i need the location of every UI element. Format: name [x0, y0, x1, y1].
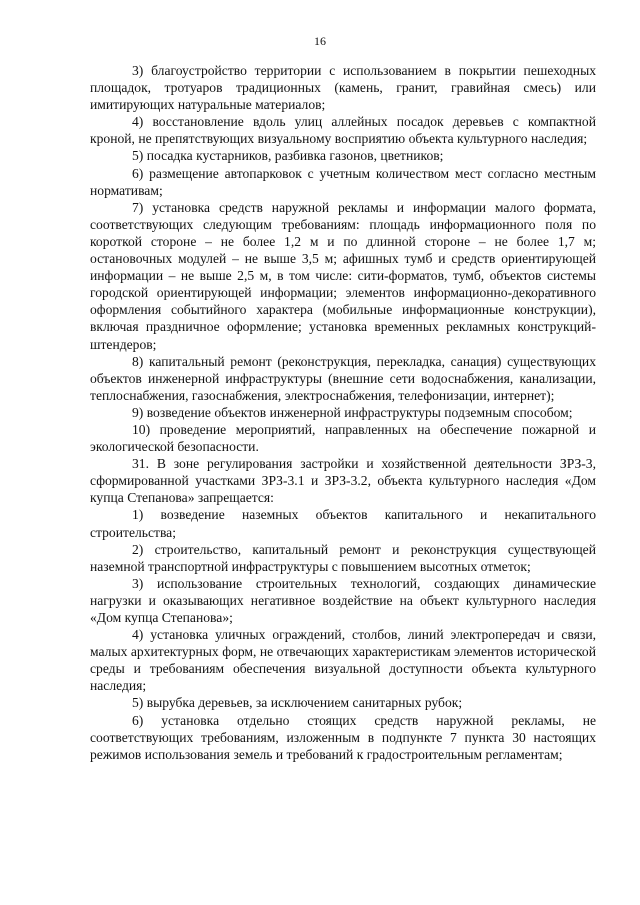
paragraph-item-7-advertising: 7) установка средств наружной рекламы и информации малого формата, соответствующих следующим требованиям: площадь информационного поля по короткой стороне – не более 1,2 м и по длинной стороне – не более 1,7 м; остановочных модулей – не выше 3,5 м; афишных тумб и средств ориентирующей информации – не выше 2,5 м, в том числе: сити-форматов, тумб, объектов системы городской ориентирующей информации; элементов информационно-декоративного оформления событийного характера (мобильные информационные конструкции), включая праздничное оформление; установка временных рекламных конструкций-штендеров;: [90, 199, 596, 352]
paragraph-prohibition-6: 6) установка отдельно стоящих средств наружной рекламы, не соответствующих требованиям, изложенным в подпункте 7 пункта 30 настоящих режимов использования земель и требований к градостроительным регламентам;: [90, 712, 596, 762]
document-body: [90, 62, 596, 763]
paragraph-item-5-shrubs-lawns: 5) посадка кустарников, разбивка газонов, цветников;: [132, 148, 444, 164]
paragraph-section-31-heading: 31. В зоне регулирования застройки и хозяйственной деятельности ЗРЗ-3, сформированной участками ЗРЗ-3.1 и ЗРЗ-3.2, объекта культурного наследия «Дом купца Степанова» запрещается:: [90, 456, 596, 506]
paragraph-item-4-tree-planting: 4) восстановление вдоль улиц аллейных посадок деревьев с компактной кроной, не препятствующих визуальному восприятию объекта культурного наследия;: [90, 114, 596, 147]
paragraph-item-3-landscaping: 3) благоустройство территории с использованием в покрытии пешеходных площадок, тротуаров традиционных (камень, гранит, гравийная смесь) или имитирующих натуральные материалов;: [90, 63, 596, 113]
paragraph-prohibition-2: 2) строительство, капитальный ремонт и реконструкция существующей наземной транспортной инфраструктуры с повышением высотных отметок;: [90, 541, 596, 574]
paragraph-prohibition-4: 4) установка уличных ограждений, столбов, линий электропередач и связи, малых архитектурных форм, не отвечающих характеристикам элементов исторической среды и требованиям обеспечения визуальной доступности объекта культурного наследия;: [90, 627, 596, 694]
page-number: 16: [314, 34, 326, 48]
paragraph-item-6-parking: 6) размещение автопарковок с учетным количеством мест согласно местным нормативам;: [90, 165, 596, 198]
paragraph-item-9-underground-infrastructure: 9) возведение объектов инженерной инфраструктуры подземным способом;: [132, 404, 573, 420]
paragraph-prohibition-3: 3) использование строительных технологий, создающих динамические нагрузки и оказывающих негативное воздействие на объект культурного наследия «Дом купца Степанова»;: [90, 575, 596, 625]
paragraph-prohibition-1: 1) возведение наземных объектов капитального и некапитального строительства;: [90, 507, 596, 540]
paragraph-prohibition-5: 5) вырубка деревьев, за исключением санитарных рубок;: [132, 695, 463, 711]
paragraph-item-8-engineering-repair: 8) капитальный ремонт (реконструкция, перекладка, санация) существующих объектов инженерной инфраструктуры (внешние сети водоснабжения, канализации, теплоснабжения, газоснабжения, электроснабжения, телефонизации, интернет);: [90, 353, 596, 403]
paragraph-item-10-safety: 10) проведение мероприятий, направленных на обеспечение пожарной и экологической безопасности.: [90, 421, 596, 455]
